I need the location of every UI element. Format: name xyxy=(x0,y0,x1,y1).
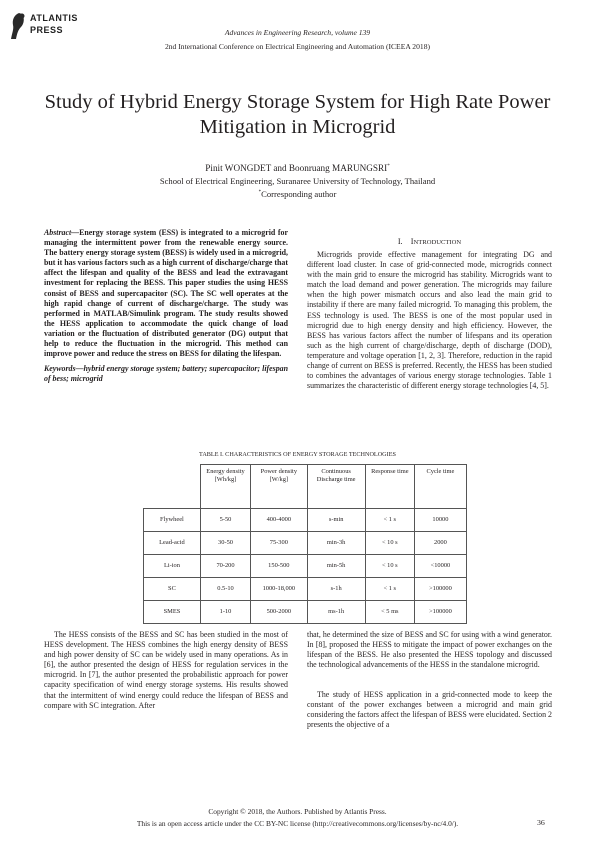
table-cell: 500-2000 xyxy=(251,601,307,624)
logo-line-2: PRESS xyxy=(30,25,64,35)
table-cell: < 5 ms xyxy=(365,601,414,624)
corresponding-note xyxy=(0,189,595,199)
table-header-cell xyxy=(144,465,201,509)
table-cell: s-1h xyxy=(307,578,365,601)
corresponding-mark: * xyxy=(258,190,262,196)
table-row xyxy=(144,555,467,578)
abstract xyxy=(44,228,288,359)
table-cell: SMES xyxy=(144,601,201,624)
keywords-label: Keywords— xyxy=(44,364,84,373)
abstract-label: Abstract— xyxy=(44,228,80,237)
section-heading-initial: I xyxy=(410,237,414,246)
journal-header: Advances in Engineering Research, volume 139 xyxy=(224,28,371,37)
table-cell: min-3h xyxy=(307,532,365,555)
section-number: I. xyxy=(397,237,403,246)
table-cell: 2000 xyxy=(414,532,466,555)
table-cell: 70-200 xyxy=(200,555,250,578)
paper-title: Study of Hybrid Energy Storage System for High Rate Power Mitigation in Microgrid xyxy=(44,91,551,138)
table-header-cell: Cycle time xyxy=(414,465,466,509)
table-header-cell: Power density [W/kg] xyxy=(251,465,307,509)
body-paragraph-right: The study of HESS application in a grid-connected mode to keep the constant of the power exchanges between a microgrid and main grid considering the factors affect the lifespan of BESS were elucidated. Section 2 presents the objective of a xyxy=(307,690,552,730)
characteristics-table xyxy=(143,464,467,624)
section-heading-rest: NTRODUCTION xyxy=(413,239,462,246)
keywords-text: hybrid energy storage system; battery; supercapacitor; lifespan of bess; microgrid xyxy=(44,364,288,384)
copyright-line: Copyright © 2018, the Authors. Published by Atlantis Press. xyxy=(208,807,387,816)
table-row xyxy=(144,509,467,532)
table-cell: Lead-acid xyxy=(144,532,201,555)
table-header xyxy=(144,465,467,509)
table-cell: <10000 xyxy=(414,555,466,578)
table-cell: 1000-18,000 xyxy=(251,578,307,601)
table-cell: 10000 xyxy=(414,509,466,532)
corresponding-text: Corresponding author xyxy=(261,189,337,199)
table-cell: 1-10 xyxy=(200,601,250,624)
table-header-row xyxy=(144,465,467,509)
table-body xyxy=(144,509,467,624)
abstract-text: Energy storage system (ESS) is integrated to a microgrid for managing the intermittent power from the renewable energy source. The battery energy storage system (BESS) is widely used in a microgrid, but it has various factors such as a high current of discharge/charge that affect the lifespan and quality of the BESS and lead the extravagant investment for replacing the BESS. This paper studies the using HESS consist of BESS and supercapacitor (SC). The SC well operates at the high rapid change of current of discharge/charge. The study was performed in MATLAB/Simulink program. The study results showed the HESS application to accommodate the quick change of load variation or the fluctuation of distributed generator (DG) output that help to reduce the fluctuation in the microgrid. This method can improve power and reduce the stress on BESS for dilating the lifespan. xyxy=(44,228,288,359)
author-names: Pinit WONGDET and Boonruang MARUNGSRI xyxy=(205,163,388,173)
table-caption: TABLE I. CHARACTERISTICS OF ENERGY STORAGE TECHNOLOGIES xyxy=(199,451,396,458)
table-cell: 0.5-10 xyxy=(200,578,250,601)
author-list xyxy=(0,163,595,173)
table-cell: SC xyxy=(144,578,201,601)
page-number: 36 xyxy=(537,818,545,827)
keywords xyxy=(44,364,288,384)
table-header-cell: Continuous Discharge time xyxy=(307,465,365,509)
table-cell: < 10 s xyxy=(365,532,414,555)
table-cell: 400-4000 xyxy=(251,509,307,532)
body-paragraph-right-continued: that, he determined the size of BESS and SC for using with a wind generator. In [8], proposed the HESS to mitigate the impact of power exchanges on the lifespan of the BESS. He also presented the HESS topology and discussed the technological advancements of the HESS in the standalone microgrid. xyxy=(307,630,552,670)
table-cell: < 1 s xyxy=(365,509,414,532)
table-header-cell: Energy density [Wh/kg] xyxy=(200,465,250,509)
table-row xyxy=(144,601,467,624)
author-mark: * xyxy=(387,163,390,169)
table-cell: 150-500 xyxy=(251,555,307,578)
table-cell: Li-ion xyxy=(144,555,201,578)
license-line: This is an open access article under the CC BY-NC license (http://creativecommons.org/licenses/by-nc/4.0/). xyxy=(136,819,459,828)
table-cell: >100000 xyxy=(414,601,466,624)
publisher-logo xyxy=(10,10,78,44)
table-header-cell: Response time xyxy=(365,465,414,509)
intro-paragraph: Microgrids provide effective management for integrating DG and different load cluster. In case of grid-connected mode, microgrids connect with the main grid to ensure the microgrid has stability. Microgrids want to match the load demand and power generation. The microgrids may failure when the high power mismatch occurs and also lead the main grid to instability if there are many failed microgrid. To managing this problem, the ESS technology is used. The BESS is one of the most popular used in microgrid due to high energy density and high efficiency. However, the BESS has various factors affect the number of lifespans and its operation such as the high current of charge/discharge, depth of discharge (DOD), temperature and voltage operation [1, 2, 3]. Therefore, reduction in the rapid change of current on BESS is preferred. Recently, the HESS has been studied to combines the advantages of various energy storage technologies. Table 1 summarizes the characteristic of different energy storage technologies [4, 5]. xyxy=(307,250,552,391)
body-paragraph-left: The HESS consists of the BESS and SC has been studied in the most of HESS development. The HESS combines the high energy density of BESS and high power density of SC can be widely used in many operations. As in [6], the author presented the design of HESS for regulation services in the microgrid. In [7], the author presented the probabilistic approach for power capacity specification of wind energy storage systems. His results showed that the intermittent of wind energy could reduce the lifespan of BESS and compare with SC integration. After xyxy=(44,630,288,710)
logo-line-1: ATLANTIS xyxy=(30,13,78,23)
table-cell: s-min xyxy=(307,509,365,532)
table-cell: >100000 xyxy=(414,578,466,601)
table-cell: min-5h xyxy=(307,555,365,578)
table-cell: Flywheel xyxy=(144,509,201,532)
table-cell: < 10 s xyxy=(365,555,414,578)
table-row xyxy=(144,578,467,601)
table-cell: < 1 s xyxy=(365,578,414,601)
section-heading xyxy=(307,237,552,246)
table-cell: 5-50 xyxy=(200,509,250,532)
table-cell: 30-50 xyxy=(200,532,250,555)
table-cell: ms-1h xyxy=(307,601,365,624)
conference-header: 2nd International Conference on Electrical Engineering and Automation (ICEEA 2018) xyxy=(164,42,431,51)
table-cell: 75-300 xyxy=(251,532,307,555)
affiliation: School of Electrical Engineering, Suranaree University of Technology, Thailand xyxy=(159,176,436,186)
table-row xyxy=(144,532,467,555)
